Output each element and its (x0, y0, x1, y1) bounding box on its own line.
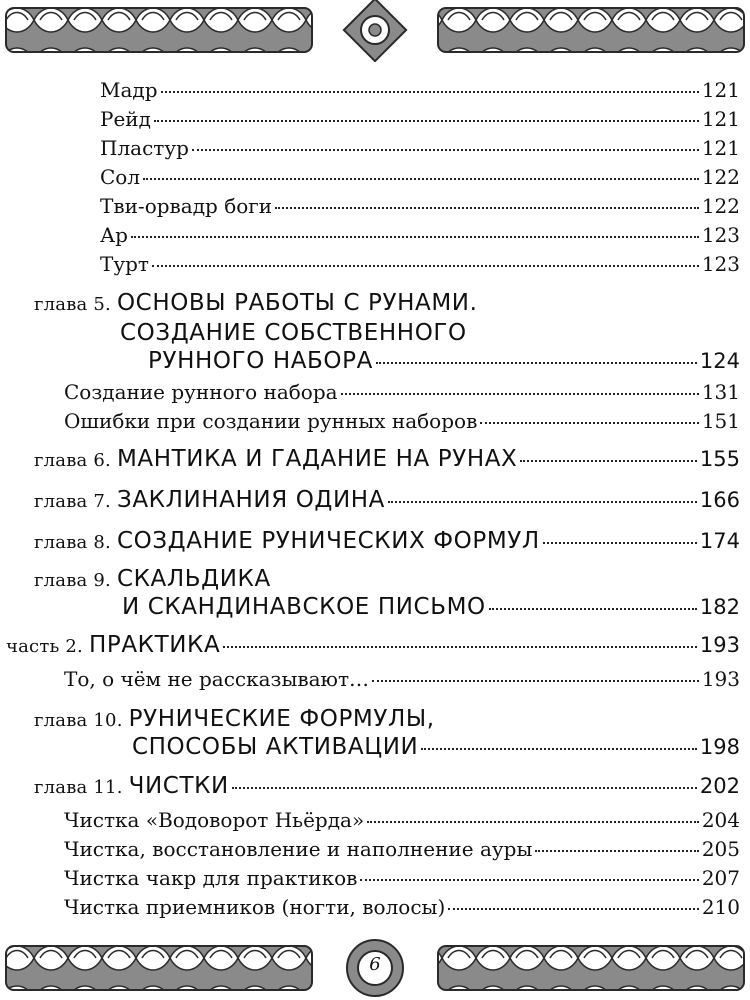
entry-label: Сол (100, 165, 141, 189)
dotted-leader (535, 850, 698, 852)
entry-label (34, 487, 385, 513)
toc-entry[interactable] (34, 446, 740, 472)
part-title: ПРАКТИКА (88, 632, 221, 658)
chapter-title-line: СКАЛЬДИКА (116, 566, 271, 592)
entry-page: 174 (699, 529, 740, 553)
toc-entry[interactable] (100, 78, 740, 102)
entry-page: 122 (701, 165, 740, 189)
dotted-leader (360, 879, 698, 881)
toc-entry[interactable] (34, 773, 740, 799)
toc-entry[interactable] (64, 808, 740, 832)
entry-label (34, 528, 540, 554)
chapter-title-line: РУНИЧЕСКИЕ ФОРМУЛЫ, (128, 706, 435, 732)
chapter-prefix: глава 9. (34, 570, 111, 591)
toc-entry[interactable] (64, 380, 740, 404)
toc-entry[interactable] (100, 136, 740, 160)
chapter-title: МАНТИКА И ГАДАНИЕ НА РУНАХ (116, 446, 518, 472)
toc-entry[interactable] (100, 252, 740, 276)
dotted-leader (367, 821, 699, 823)
entry-label (34, 446, 517, 472)
dotted-leader (154, 120, 699, 122)
entry-page: 123 (701, 223, 740, 247)
entry-label: Рейд (100, 107, 151, 131)
entry-label: Мадр (100, 78, 158, 102)
entry-page: 121 (701, 136, 740, 160)
toc-entry[interactable] (34, 528, 740, 554)
toc-entry[interactable] (132, 734, 740, 760)
entry-label: Ар (100, 223, 128, 247)
toc-entry[interactable] (64, 667, 740, 691)
page-number: 6 (369, 954, 381, 975)
entry-page: 210 (701, 895, 740, 919)
toc-entry[interactable] (34, 487, 740, 513)
dotted-leader (372, 680, 699, 682)
chapter-title: СОЗДАНИЕ РУНИЧЕСКИХ ФОРМУЛ (116, 528, 540, 554)
entry-label: Чистка чакр для практиков (64, 866, 358, 890)
entry-label: Тви-орвадр боги (100, 194, 273, 218)
entry-label: То, о чём не рассказывают… (64, 667, 370, 691)
chapter-prefix: глава 6. (34, 450, 111, 471)
dotted-leader (448, 908, 699, 910)
chapter-5-heading[interactable] (34, 290, 478, 316)
dotted-leader (421, 748, 697, 750)
dotted-leader (376, 362, 697, 364)
entry-page: 121 (701, 78, 740, 102)
entry-label: Ошибки при создании рунных наборов (64, 409, 478, 433)
toc-entry[interactable] (100, 223, 740, 247)
toc-entry[interactable] (148, 348, 740, 374)
dotted-leader (388, 501, 697, 503)
dotted-leader (489, 608, 697, 610)
chapter-prefix: глава 11. (34, 777, 123, 798)
toc-entry[interactable] (6, 632, 740, 658)
entry-page: 204 (701, 808, 740, 832)
entry-page: 198 (699, 735, 740, 759)
entry-page: 122 (701, 194, 740, 218)
chapter-9-heading[interactable] (34, 566, 271, 592)
entry-label: Чистка «Водоворот Ньёрда» (64, 808, 365, 832)
dotted-leader (223, 646, 697, 648)
dotted-leader (152, 265, 699, 267)
toc-entry[interactable] (100, 194, 740, 218)
entry-label: Пластур (100, 136, 189, 160)
chapter-prefix: глава 10. (34, 710, 123, 731)
entry-page: 121 (701, 107, 740, 131)
entry-page: 166 (699, 488, 740, 512)
chapter-title-line: СОЗДАНИЕ СОБСТВЕННОГО (120, 320, 467, 346)
chapter-prefix: глава 7. (34, 491, 111, 512)
toc-entry[interactable] (100, 165, 740, 189)
dotted-leader (543, 542, 697, 544)
entry-label: Создание рунного набора (64, 380, 338, 404)
dotted-leader (341, 393, 699, 395)
entry-page: 124 (699, 349, 740, 373)
toc-entry[interactable] (64, 895, 740, 919)
entry-page: 207 (701, 866, 740, 890)
part-prefix: часть 2. (6, 636, 83, 657)
entry-page: 123 (701, 252, 740, 276)
chapter-prefix: глава 5. (34, 294, 111, 315)
chapter-title-line: И СКАНДИНАВСКОЕ ПИСЬМО (122, 594, 486, 620)
chapter-10-heading[interactable] (34, 706, 435, 732)
dotted-leader (143, 178, 699, 180)
dotted-leader (161, 91, 699, 93)
toc-entry[interactable] (100, 107, 740, 131)
entry-label: Турт (100, 252, 149, 276)
chapter-title: ЗАКЛИНАНИЯ ОДИНА (116, 487, 386, 513)
entry-page: 205 (701, 837, 740, 861)
toc-entry[interactable] (64, 866, 740, 890)
toc-entry[interactable] (64, 837, 740, 861)
dotted-leader (480, 422, 698, 424)
entry-label (34, 773, 229, 799)
entry-label (6, 632, 220, 658)
entry-page: 155 (699, 447, 740, 471)
entry-page: 182 (699, 595, 740, 619)
toc-entry[interactable] (122, 594, 740, 620)
chapter-title: ЧИСТКИ (128, 773, 229, 799)
dotted-leader (520, 460, 697, 462)
entry-page: 193 (701, 667, 740, 691)
chapter-title-line: РУННОГО НАБОРА (148, 348, 373, 374)
entry-label: Чистка приемников (ногти, волосы) (64, 895, 446, 919)
entry-page: 202 (699, 774, 740, 798)
entry-page: 151 (701, 409, 740, 433)
chapter-title-line: СПОСОБЫ АКТИВАЦИИ (132, 734, 419, 760)
dotted-leader (232, 787, 697, 789)
dotted-leader (131, 236, 699, 238)
entry-page: 193 (699, 633, 740, 657)
entry-label: Чистка, восстановление и наполнение ауры (64, 837, 533, 861)
entry-page: 131 (701, 380, 740, 404)
dotted-leader (192, 149, 699, 151)
toc-entry[interactable] (64, 409, 740, 433)
chapter-prefix: глава 8. (34, 532, 111, 553)
chapter-title-line: ОСНОВЫ РАБОТЫ С РУНАМИ. (116, 290, 478, 316)
dotted-leader (275, 207, 699, 209)
